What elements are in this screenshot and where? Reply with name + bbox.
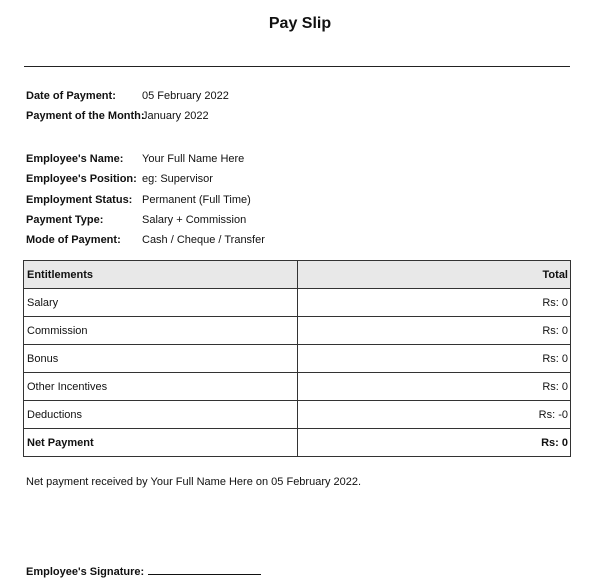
payment-date-value: 05 February 2022 (142, 90, 229, 102)
payment-mode-label: Mode of Payment: (26, 234, 121, 247)
payment-type-label: Payment Type: (26, 213, 104, 226)
net-payment-label: Net Payment (24, 429, 298, 457)
payment-month-row (26, 106, 229, 126)
table-row (24, 317, 571, 345)
entitlement-total: Rs: 0 (298, 289, 571, 317)
employee-name-row (26, 149, 265, 169)
entitlement-item: Deductions (24, 401, 298, 429)
employee-position-row (26, 169, 265, 189)
employee-position-label: Employee's Position: (26, 173, 137, 186)
entitlement-total: Rs: 0 (298, 345, 571, 373)
employment-status-label: Employment Status: (26, 193, 133, 206)
payment-date-label: Date of Payment: (26, 90, 116, 102)
employee-info-block (26, 149, 265, 250)
entitlements-table (23, 260, 571, 457)
payment-mode-value: Cash / Cheque / Transfer (142, 234, 265, 247)
payment-mode-row (26, 230, 265, 250)
employment-status-value: Permanent (Full Time) (142, 193, 251, 206)
signature-line (148, 563, 261, 575)
total-header: Total (298, 261, 571, 289)
entitlement-item: Commission (24, 317, 298, 345)
signature-label: Employee's Signature: (26, 566, 145, 578)
entitlement-total: Rs: -0 (298, 401, 571, 429)
payment-note: Net payment received by Your Full Name Here on 05 February 2022. (26, 476, 362, 488)
payment-type-value: Salary + Commission (142, 213, 247, 226)
employee-name-value: Your Full Name Here (142, 153, 245, 165)
payment-date-row (26, 86, 229, 106)
table-row (24, 373, 571, 401)
net-payment-row (24, 429, 571, 457)
employee-name-label: Employee's Name: (26, 153, 124, 165)
entitlement-item: Bonus (24, 345, 298, 373)
entitlement-total: Rs: 0 (298, 317, 571, 345)
table-row (24, 401, 571, 429)
table-row (24, 289, 571, 317)
payment-month-value: January 2022 (142, 110, 209, 123)
signature-block (26, 563, 261, 578)
employment-status-row (26, 190, 265, 210)
payment-info-block (26, 86, 229, 127)
entitlement-item: Salary (24, 289, 298, 317)
payment-month-label: Payment of the Month: (26, 110, 145, 123)
entitlement-item: Other Incentives (24, 373, 298, 401)
entitlements-header: Entitlements (24, 261, 298, 289)
net-payment-total: Rs: 0 (298, 429, 571, 457)
payment-type-row (26, 210, 265, 230)
table-header-row (24, 261, 571, 289)
title-divider (24, 66, 570, 67)
page-title: Pay Slip (268, 15, 332, 32)
employee-position-value: eg: Supervisor (142, 173, 213, 186)
entitlement-total: Rs: 0 (298, 373, 571, 401)
table-row (24, 345, 571, 373)
